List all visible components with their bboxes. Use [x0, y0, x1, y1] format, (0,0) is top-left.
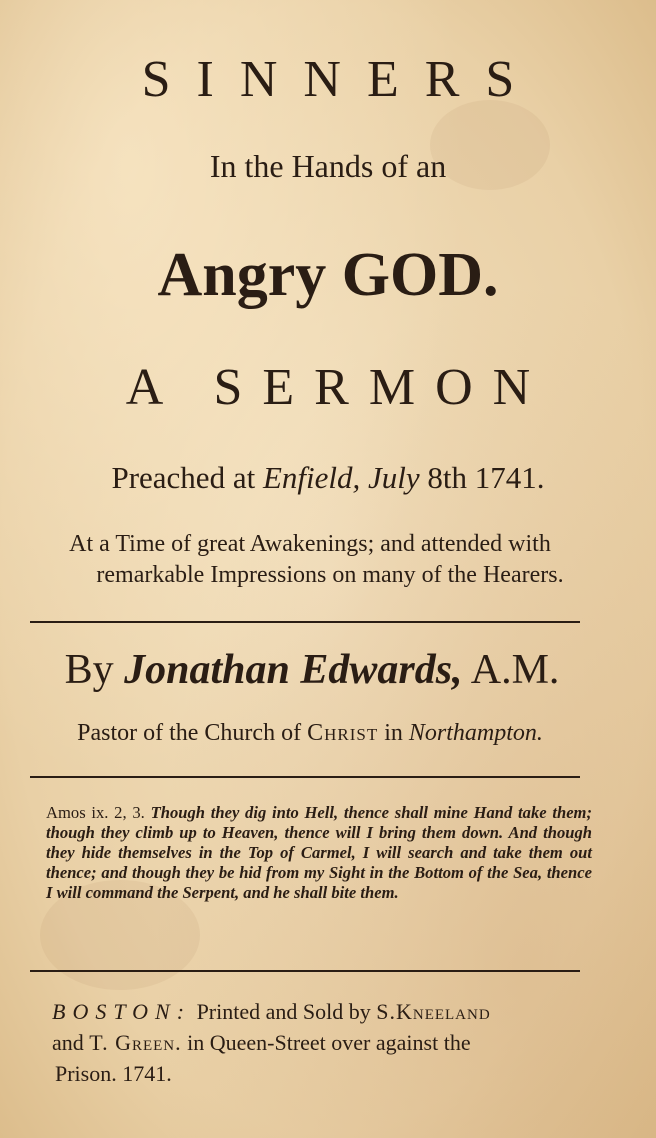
position-town: Northampton. [408, 720, 543, 746]
author-name: Jonathan Edwards, [124, 647, 463, 693]
preached-place: Enfield, [262, 460, 361, 495]
title-in-the-hands: In the Hands of an [209, 148, 447, 184]
title-sinners: SINNERS [141, 51, 541, 108]
position-line [20, 720, 600, 747]
preached-date: July [368, 460, 420, 495]
imprint-printer-1: S.Kneeland [376, 999, 491, 1024]
imprint-line-1 [52, 999, 612, 1025]
scripture-reference: Amos ix. 2, 3. [46, 803, 145, 822]
position-prefix: Pastor of the Church of [77, 720, 308, 746]
position-christ: Christ [307, 720, 379, 746]
preached-date-rest: 8th 1741. [419, 460, 545, 495]
imprint-line-3: Prison. 1741. [55, 1061, 172, 1086]
occasion-line-2: remarkable Impressions on many of the Hearers. [96, 562, 564, 588]
divider-rule [30, 621, 580, 623]
imprint-printer-2: T. Green. [89, 1030, 182, 1055]
occasion-line-1: At a Time of great Awakenings; and attended with [69, 531, 551, 557]
author-line [22, 646, 602, 694]
preached-line [0, 460, 656, 496]
author-prefix: By [64, 647, 125, 693]
imprint-line-2-prefix: and [52, 1030, 90, 1055]
imprint-line-1-rest: Printed and Sold by [191, 999, 377, 1024]
divider-rule [30, 776, 580, 778]
scripture-epigraph [46, 803, 592, 903]
author-degree: A.M. [462, 647, 560, 693]
subtitle-sermon: A SERMON [125, 359, 551, 416]
scripture-text: Though they dig into Hell, thence shall mine Hand take them; though they climb up to Heaven, thence will I bring them down. And though they hide themselves in the Top of Carmel, I will search and take them out thence; and though they be hid from my Sight in the Bottom of the Sea, thence I will command the Serpent, and he shall bite them. [46, 803, 592, 902]
imprint-line-2 [52, 1030, 612, 1056]
preached-prefix: Preached at [111, 460, 263, 495]
position-mid: in [378, 720, 409, 746]
title-angry-god: Angry GOD. [157, 241, 499, 309]
imprint-line-2-rest: in Queen-Street over against the [181, 1030, 471, 1055]
divider-rule [30, 970, 580, 972]
imprint-city: BOSTON: [52, 999, 192, 1024]
